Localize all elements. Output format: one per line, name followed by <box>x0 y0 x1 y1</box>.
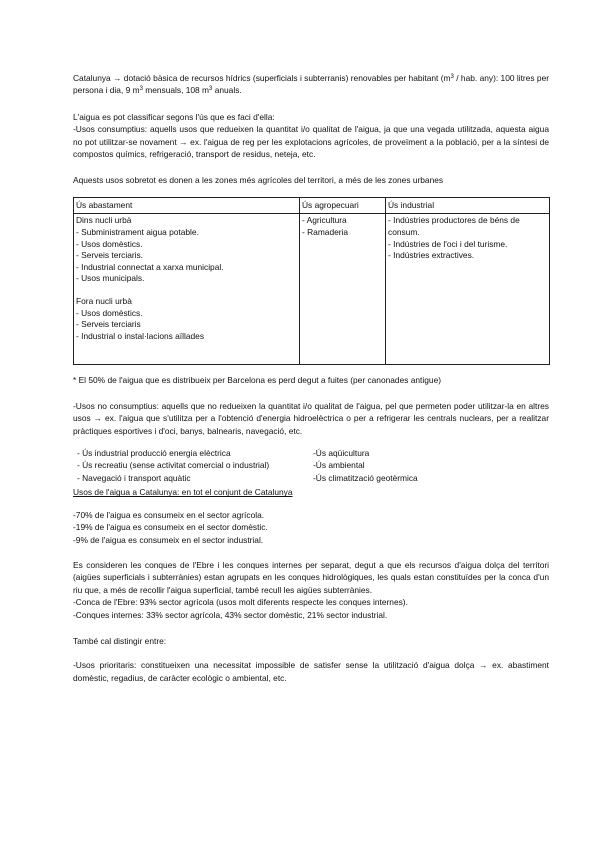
list-item: -70% de l'aigua es consumeix en el sector agrícola. <box>73 509 265 520</box>
intro-paragraph: Catalunya → dotació bàsica de recursos hídrics (superficials i subterranis) renovables per habitant ($m^3$ / hab. any): 100 litres per persona i dia, 9 $m^3$ mensuals, 108 $m^3$ anuals. <box>73 73 550 96</box>
list-item: - Indústries productores de béns de consum. <box>388 215 520 238</box>
list-item: - Agricultura <box>302 215 347 226</box>
intro-lead: Catalunya → dotació bàsica de recursos hídrics (superficials i subterranis) renovables per habitant <box>73 73 439 83</box>
list-item: -Ús ambiental <box>313 460 365 471</box>
list-item: - Serveis terciaris. <box>76 250 144 261</box>
basins-paragraph: Es consideren les conques de l'Ebre i les conques internes per separat, degut a que els recursos d'aigua dolça del territori (aigües superficials i subterrànies) estan agrupats en les conques hidrològiques, les quals estan constituïdes per la conca d'un riu que, a més de recollir l'aigua superficial, també recull les aigües subterrànies. <box>73 559 549 595</box>
list-item: - Usos domèstics. <box>76 238 143 249</box>
list-item: - Ramaderia <box>302 227 349 238</box>
list-item: -Ús climatització geotèrmica <box>313 472 418 483</box>
non-consumptive-list-right <box>313 447 549 484</box>
list-item: - Indústries de l'oci i del turisme. <box>388 238 508 249</box>
list-item: - Industrial o instal·lacions aïllades <box>76 330 205 341</box>
list-item: -19% de l'aigua es consumeix en el sector domèstic. <box>73 522 268 533</box>
list-item: - Navegació i transport aquàtic <box>77 472 191 483</box>
zones-note: Aquests usos sobretot es donen a les zones més agrícoles del territori, a més de les zones urbanes <box>73 175 444 186</box>
also-distinguish: També cal distingir entre: <box>73 635 167 646</box>
basin-internal: -Conques internes: 33% sector agrícola, 43% sector domèstic, 21% sector industrial. <box>73 609 388 620</box>
catalunya-heading: Usos de l'aigua a Catalunya: en tot el conjunt de Catalunya <box>73 487 293 498</box>
non-consumptive-list <box>73 447 549 484</box>
non-consumptive-list-left <box>77 447 313 484</box>
classify-heading: L'aigua es pot classificar segons l'ús que es faci d'ella: <box>73 111 275 122</box>
list-item: - Usos municipals. <box>76 273 145 284</box>
list-item: - Ús recreatiu (sense activitat comercial o industrial) <box>77 460 270 471</box>
table-header-cell: Ús industrial <box>386 197 550 214</box>
table-header-cell: Ús abastament <box>74 197 300 214</box>
consumptive-uses-paragraph: -Usos consumptius: aquells usos que redueixen la quantitat i/o qualitat de l'aigua, ja que una vegada utilitzada, aquesta aigua no pot utilitzar-se novament → ex. l'aigua de reg per les explotacions agrícoles, de proveïment a la població, per a la síntesi de compostos químics, refrigeració, transport de residus, neteja, etc. <box>73 124 549 160</box>
list-item: - Serveis terciaris <box>76 319 141 330</box>
priority-uses-paragraph: -Usos prioritaris: constitueixen una necessitat impossible de satisfer sense la utilització d'aigua dolça → ex. abastiment domèstic, regadius, de caràcter ecològic o ambiental, etc. <box>73 660 549 683</box>
table-header-row <box>74 197 550 214</box>
urban-title: Dins nucli urbà <box>76 215 132 226</box>
list-item: -Ús aqüicultura <box>313 448 370 459</box>
list-item: - Usos domèstics. <box>76 307 143 318</box>
list-item: - Indústries extractives. <box>388 250 475 261</box>
water-uses-table <box>73 197 550 366</box>
supply-uses-cell <box>74 214 300 365</box>
document-page <box>73 72 549 684</box>
list-item: - Ús industrial producció energia elèctrica <box>77 448 231 459</box>
rural-title: Fora nucli urbà <box>76 296 132 306</box>
non-consumptive-paragraph: -Usos no consumptius: aquells que no redueixen la quantitat i/o qualitat de l'aigua, pel que permeten poder utilitzar-la en altres usos → ex. l'aigua que s'utilitza per a l'obtenció d'energia hidroelèctrica o per a refrigerar les centrals nuclears, per a realitzar pràctiques esportives i d'oci, banys, balnearis, navegació, etc. <box>73 400 549 436</box>
leak-note: * El 50% de l'aigua que es distribueix per Barcelona es perd degut a fuites (per canonades antigue) <box>73 375 442 386</box>
list-item: - Industrial connectat a xarxa municipal. <box>76 261 224 272</box>
table-header-cell: Ús agropecuari <box>300 197 386 214</box>
basin-ebre: -Conca de l'Ebre: 93% sector agrícola (usos molt diferents respecte les conques internes). <box>73 597 408 608</box>
list-item: - Subministrament aigua potable. <box>76 227 199 238</box>
table-row <box>74 214 550 365</box>
list-item: -9% de l'aigua es consumeix en el sector industrial. <box>73 534 264 545</box>
agro-uses-cell <box>300 214 386 365</box>
sector-shares-list <box>73 509 549 546</box>
industry-uses-cell <box>386 214 550 365</box>
